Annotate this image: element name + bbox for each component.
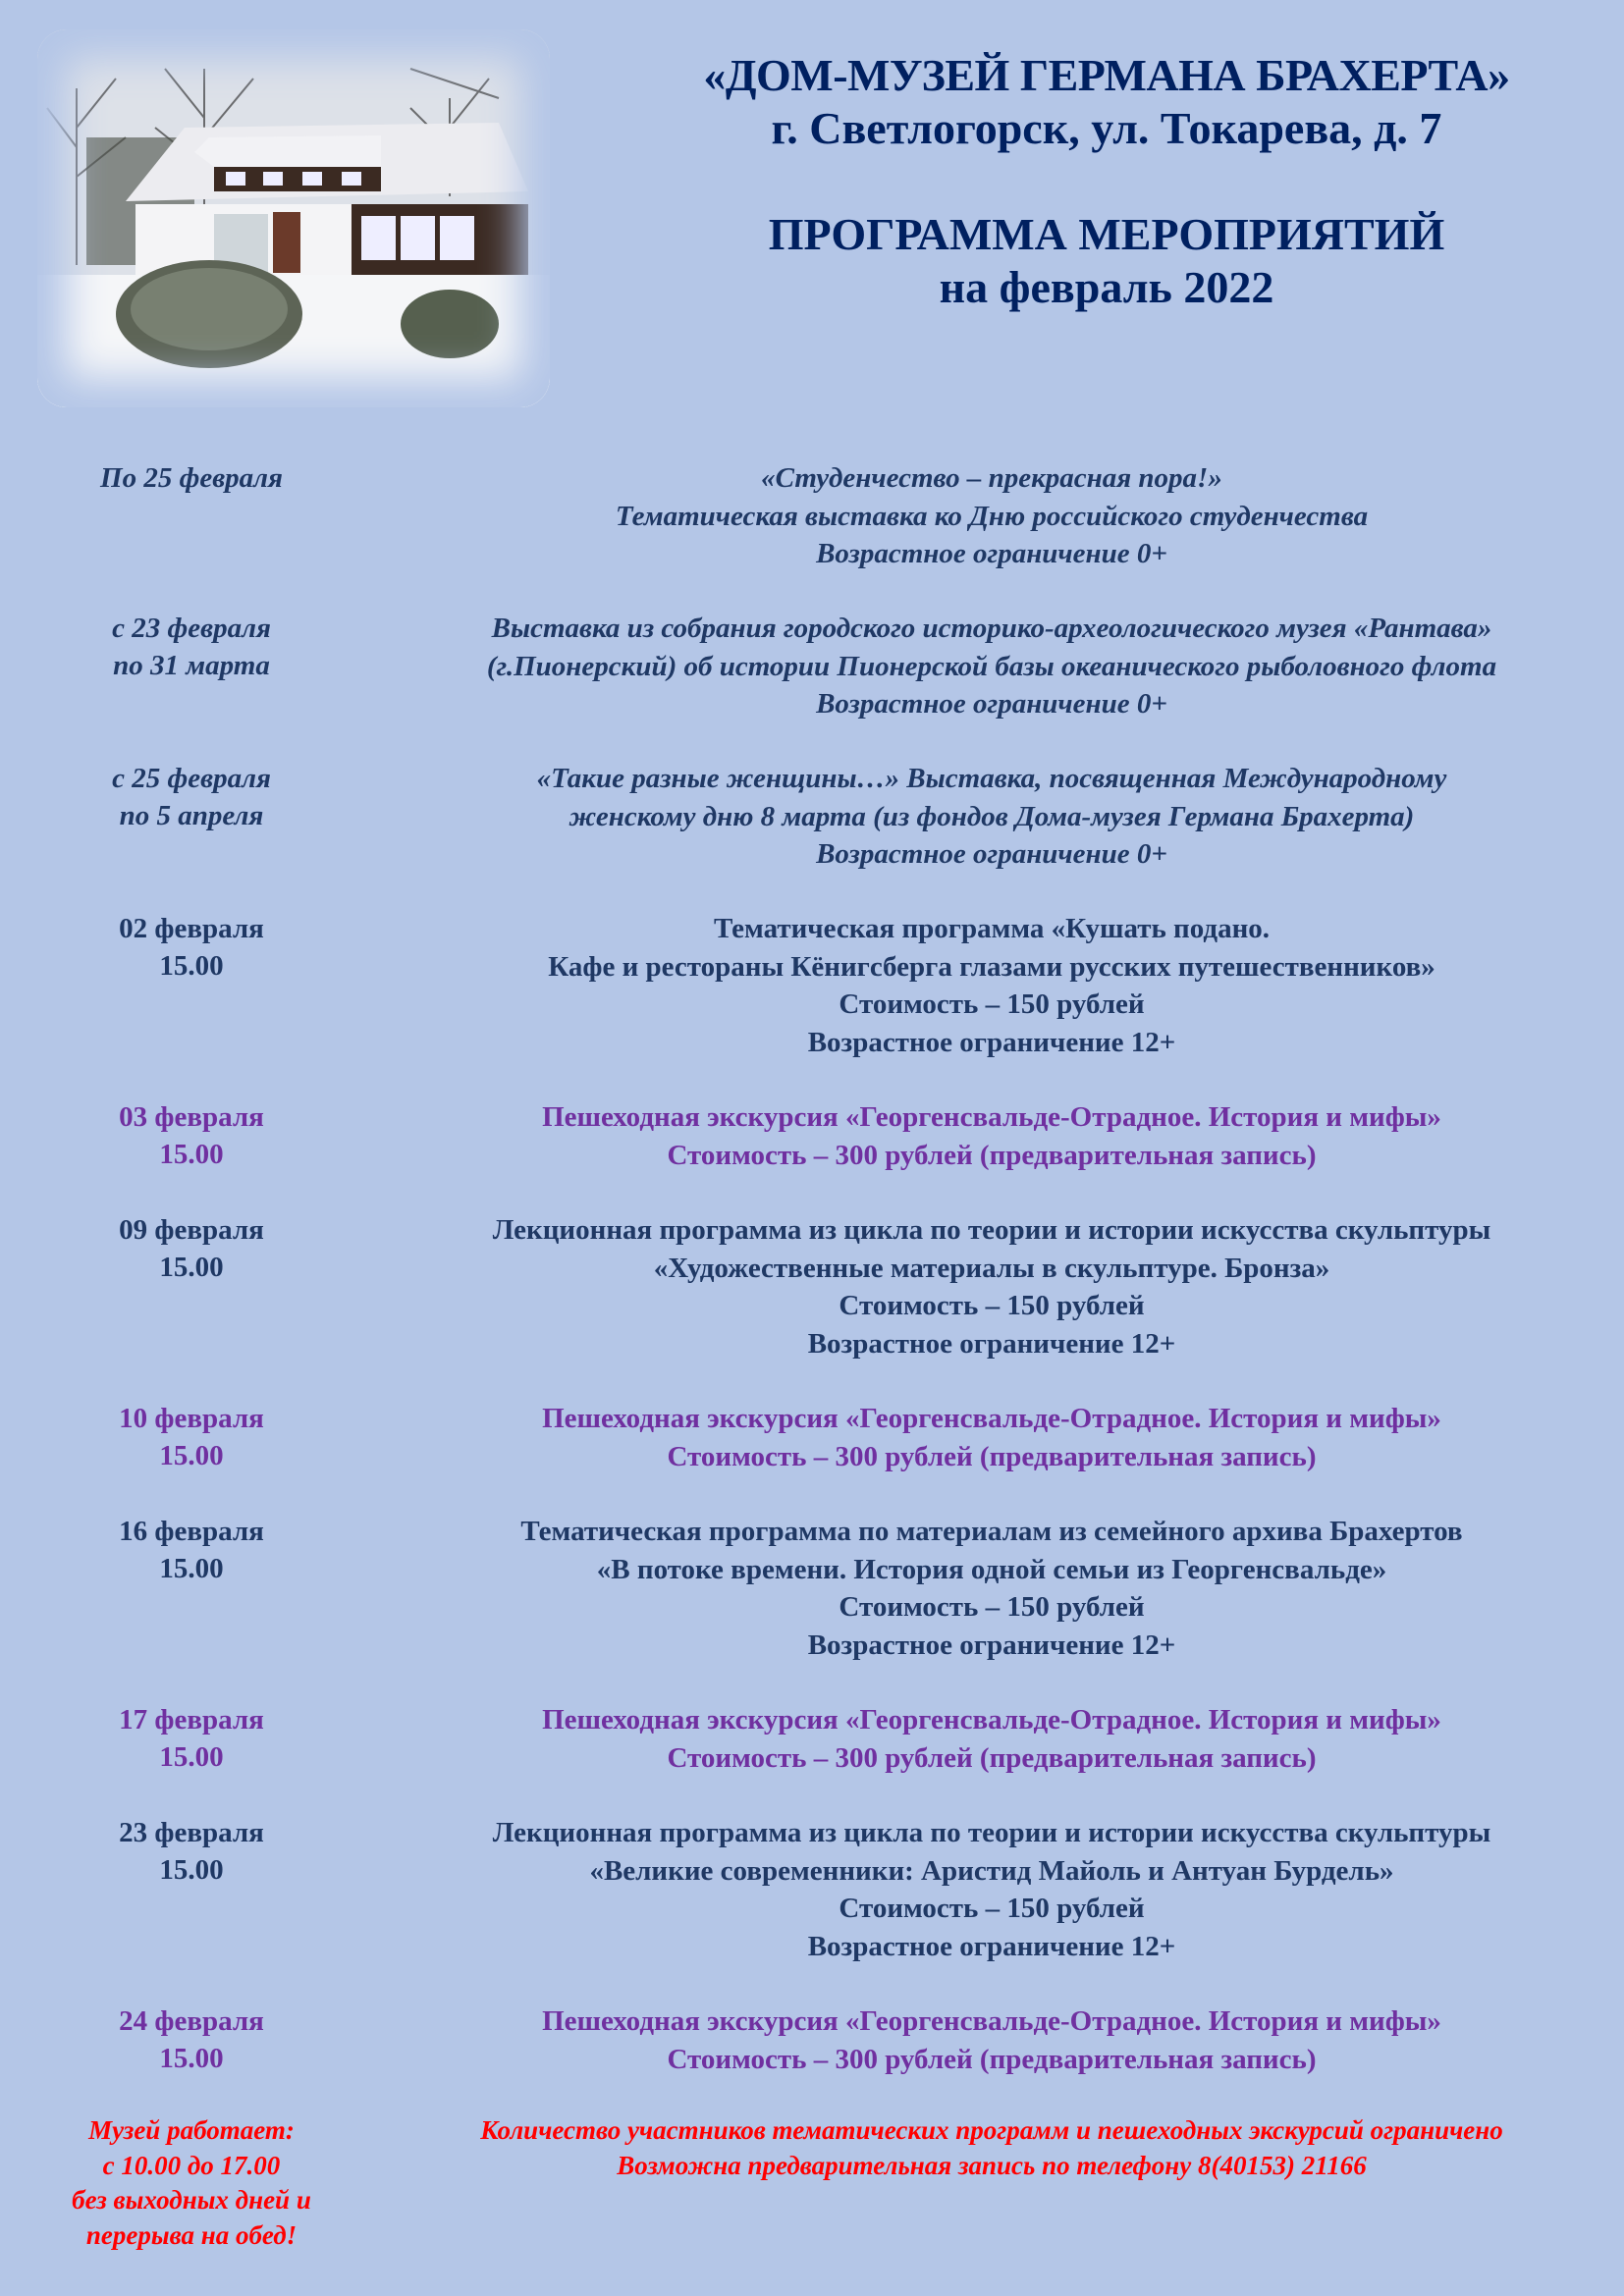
opening-hours: Музей работает: с 10.00 до 17.00 без выходных дней и перерыва на обед! xyxy=(72,2115,311,2250)
event-description: Пешеходная экскурсия «Георгенсвальде-Отрадное. История и мифы» Стоимость – 300 рублей (предварительная запись) xyxy=(542,1704,1441,1774)
event-date: 16 февраля 15.00 xyxy=(119,1516,264,1584)
event-description: Лекционная программа из цикла по теории и истории искусства скульптуры «Великие современники: Аристид Майоль и Антуан Бурдель» Стоимость – 150 рублей Возрастное ограничение 12+ xyxy=(492,1817,1491,1962)
page-header xyxy=(589,49,1624,314)
event-date: 09 февраля 15.00 xyxy=(119,1214,264,1283)
event-date: 23 февраля 15.00 xyxy=(119,1817,264,1886)
event-date: с 23 февраля по 31 марта xyxy=(112,613,271,681)
event-date: с 25 февраля по 5 апреля xyxy=(112,763,271,831)
event-description: Тематическая программа «Кушать подано. Кафе и рестораны Кёнигсберга глазами русских путешественников» Стоимость – 150 рублей Возрастное ограничение 12+ xyxy=(548,913,1435,1058)
event-description: Пешеходная экскурсия «Георгенсвальде-Отрадное. История и мифы» Стоимость – 300 рублей (предварительная запись) xyxy=(542,1101,1441,1171)
museum-house-photo xyxy=(37,29,550,407)
museum-address: г. Светлогорск, ул. Токарева, д. 7 xyxy=(771,103,1442,153)
event-date: 02 февраля 15.00 xyxy=(119,913,264,982)
event-date: 10 февраля 15.00 xyxy=(119,1403,264,1471)
registration-notice: Количество участников тематических программ и пешеходных экскурсий ограничено Возможна предварительная запись по телефону 8(40153) 21166 xyxy=(480,2115,1503,2180)
event-description: «Студенчество – прекрасная пора!» Тематическая выставка ко Дню российского студенчества Возрастное ограничение 0+ xyxy=(615,462,1369,569)
event-date: 24 февраля 15.00 xyxy=(119,2005,264,2074)
event-description: Тематическая программа по материалам из семейного архива Брахертов «В потоке времени. История одной семьи из Георгенсвальде» Стоимость – 150 рублей Возрастное ограничение 12+ xyxy=(520,1516,1463,1661)
photo-vignette xyxy=(37,29,550,407)
event-description: Выставка из собрания городского историко-археологического музея «Рантава» (г.Пионерский) об истории Пионерской базы океанического рыболовного флота Возрастное ограничение 0+ xyxy=(486,613,1497,720)
museum-name: «ДОМ-МУЗЕЙ ГЕРМАНА БРАХЕРТА» xyxy=(703,50,1510,100)
event-description: «Такие разные женщины…» Выставка, посвященная Международному женскому дню 8 марта (из фондов Дома-музея Германа Брахерта) Возрастное ограничение 0+ xyxy=(536,763,1447,870)
event-date: 03 февраля 15.00 xyxy=(119,1101,264,1170)
event-date: По 25 февраля xyxy=(100,462,283,494)
program-period: на февраль 2022 xyxy=(939,262,1274,312)
event-description: Пешеходная экскурсия «Георгенсвальде-Отрадное. История и мифы» Стоимость – 300 рублей (предварительная запись) xyxy=(542,2005,1441,2075)
event-description: Лекционная программа из цикла по теории и истории искусства скульптуры «Художественные материалы в скульптуре. Бронза» Стоимость – 150 рублей Возрастное ограничение 12+ xyxy=(492,1214,1491,1360)
event-description: Пешеходная экскурсия «Георгенсвальде-Отрадное. История и мифы» Стоимость – 300 рублей (предварительная запись) xyxy=(542,1403,1441,1472)
program-title: ПРОГРАММА МЕРОПРИЯТИЙ xyxy=(768,209,1445,259)
event-date: 17 февраля 15.00 xyxy=(119,1704,264,1773)
